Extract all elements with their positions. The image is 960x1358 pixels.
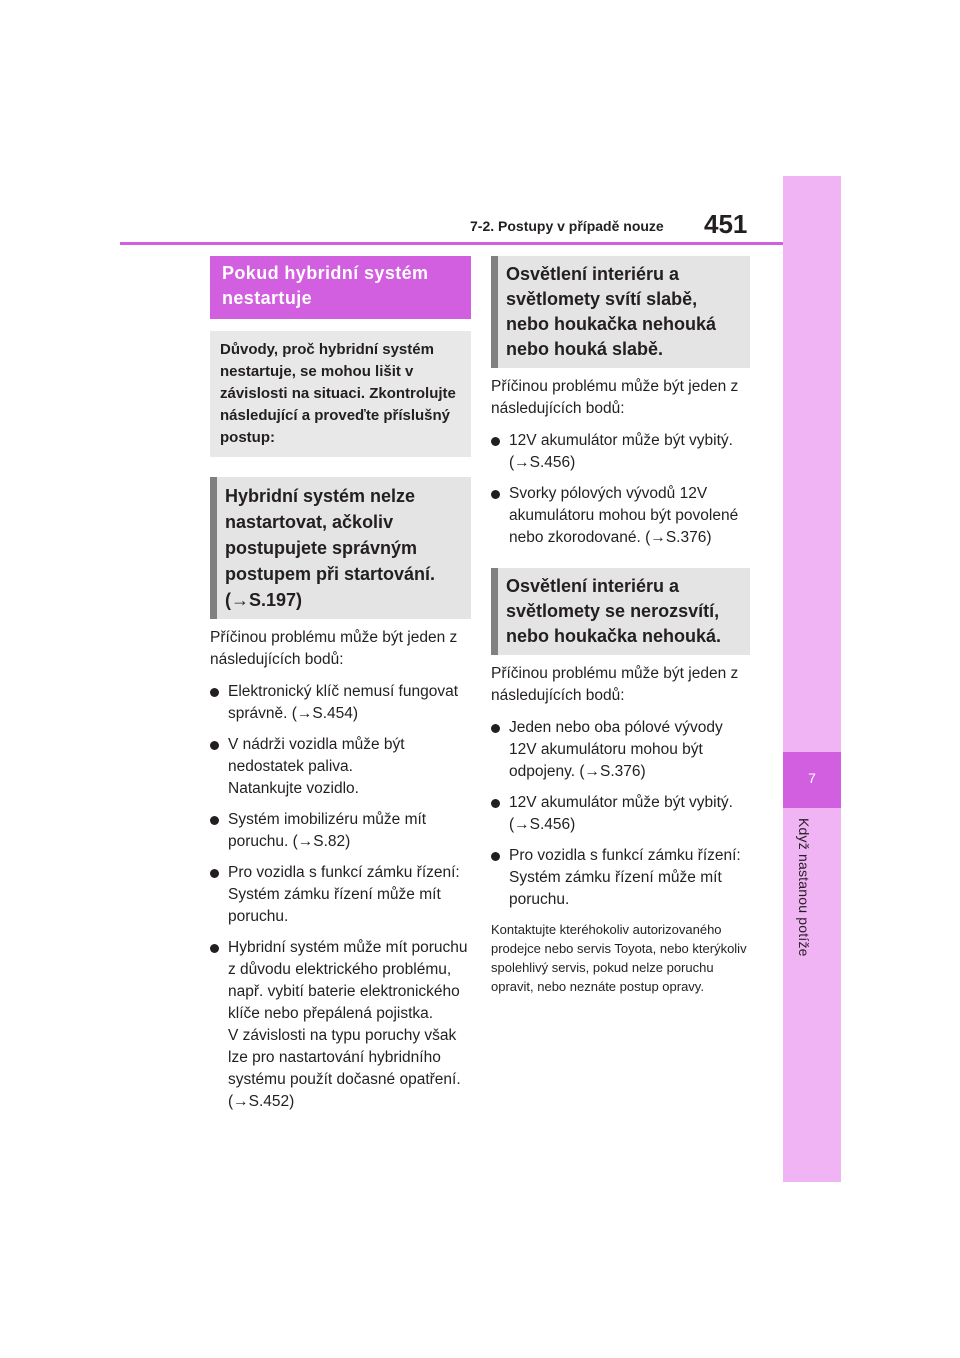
list-item: Pro vozidla s funkcí zámku řízení: Systém zámku řízení může mít poruchu. <box>210 862 471 928</box>
bullet-icon <box>491 852 500 861</box>
bullet-icon <box>210 944 219 953</box>
contact-note: Kontaktujte kteréhokoliv autorizovaného prodejce nebo servis Toyota, nebo kterýkoliv spolehlivý servis, pokud nelze poruchu opravit, nebo neznáte postup opravy. <box>491 922 747 994</box>
list-item: Jeden nebo oba pólové vývody 12V akumulátoru mohou být odpojeny. (→S.376) <box>491 717 750 783</box>
list-item: Elektronický klíč nemusí fungovat správně. (→S.454) <box>210 681 471 725</box>
chapter-label: Když nastanou potíže <box>796 818 812 957</box>
cause-text: Příčinou problému může být jeden z následujících bodů: <box>491 378 739 417</box>
list-item: 12V akumulátor může být vybitý. (→S.456) <box>491 792 750 836</box>
left-column <box>210 256 471 1122</box>
bullet-icon <box>491 490 500 499</box>
list-item: 12V akumulátor může být vybitý. (→S.456) <box>491 430 750 474</box>
section-heading: Pokud hybridní systém nestartuje <box>210 256 471 319</box>
header-rule <box>120 242 783 245</box>
subheading-box: Osvětlení interiéru a světlomety se nerozsvítí, nebo houkačka nehouká. <box>491 568 750 655</box>
chapter-number-tab <box>783 752 841 808</box>
bullet-icon <box>210 816 219 825</box>
chapter-number: 7 <box>808 770 816 786</box>
list-item: Hybridní systém může mít poruchu z důvodu elektrického problému, např. vybití baterie elektronického klíče nebo přepálená pojistka. V závislosti na typu poruchy však lze pro nastartování hybridního systému použít dočasné opatření. (→S.452) <box>210 937 471 1113</box>
list-item: Pro vozidla s funkcí zámku řízení: Systém zámku řízení může mít poruchu. <box>491 845 750 911</box>
cause-text: Příčinou problému může být jeden z následujících bodů: <box>491 665 739 704</box>
bullet-icon <box>491 437 500 446</box>
cause-text: Příčinou problému může být jeden z následujících bodů: <box>210 629 458 668</box>
bullet-icon <box>491 724 500 733</box>
bullet-icon <box>210 869 219 878</box>
list-item: V nádrži vozidla může být nedostatek paliva. Natankujte vozidlo. <box>210 734 471 800</box>
subheading-box: Hybridní systém nelze nastartovat, ačkoliv postupujete správným postupem při startování. (→S.197) <box>210 477 471 619</box>
cause-list <box>491 717 750 911</box>
intro-box: Důvody, proč hybridní systém nestartuje, se mohou lišit v závislosti na situaci. Zkontrolujte následující a proveďte příslušný postup: <box>210 331 471 457</box>
chapter-side-tab <box>783 176 841 1182</box>
bullet-icon <box>491 799 500 808</box>
bullet-icon <box>210 688 219 697</box>
section-title: 7-2. Postupy v případě nouze <box>470 218 664 234</box>
list-item: Systém imobilizéru může mít poruchu. (→S.82) <box>210 809 471 853</box>
bullet-icon <box>210 741 219 750</box>
right-column <box>491 256 750 996</box>
cause-list <box>491 430 750 549</box>
list-item: Svorky pólových vývodů 12V akumulátoru mohou být povolené nebo zkorodované. (→S.376) <box>491 483 750 549</box>
cause-list <box>210 681 471 1113</box>
page-number: 451 <box>704 209 748 239</box>
subheading-box: Osvětlení interiéru a světlomety svítí slabě, nebo houkačka nehouká nebo houká slabě. <box>491 256 750 368</box>
